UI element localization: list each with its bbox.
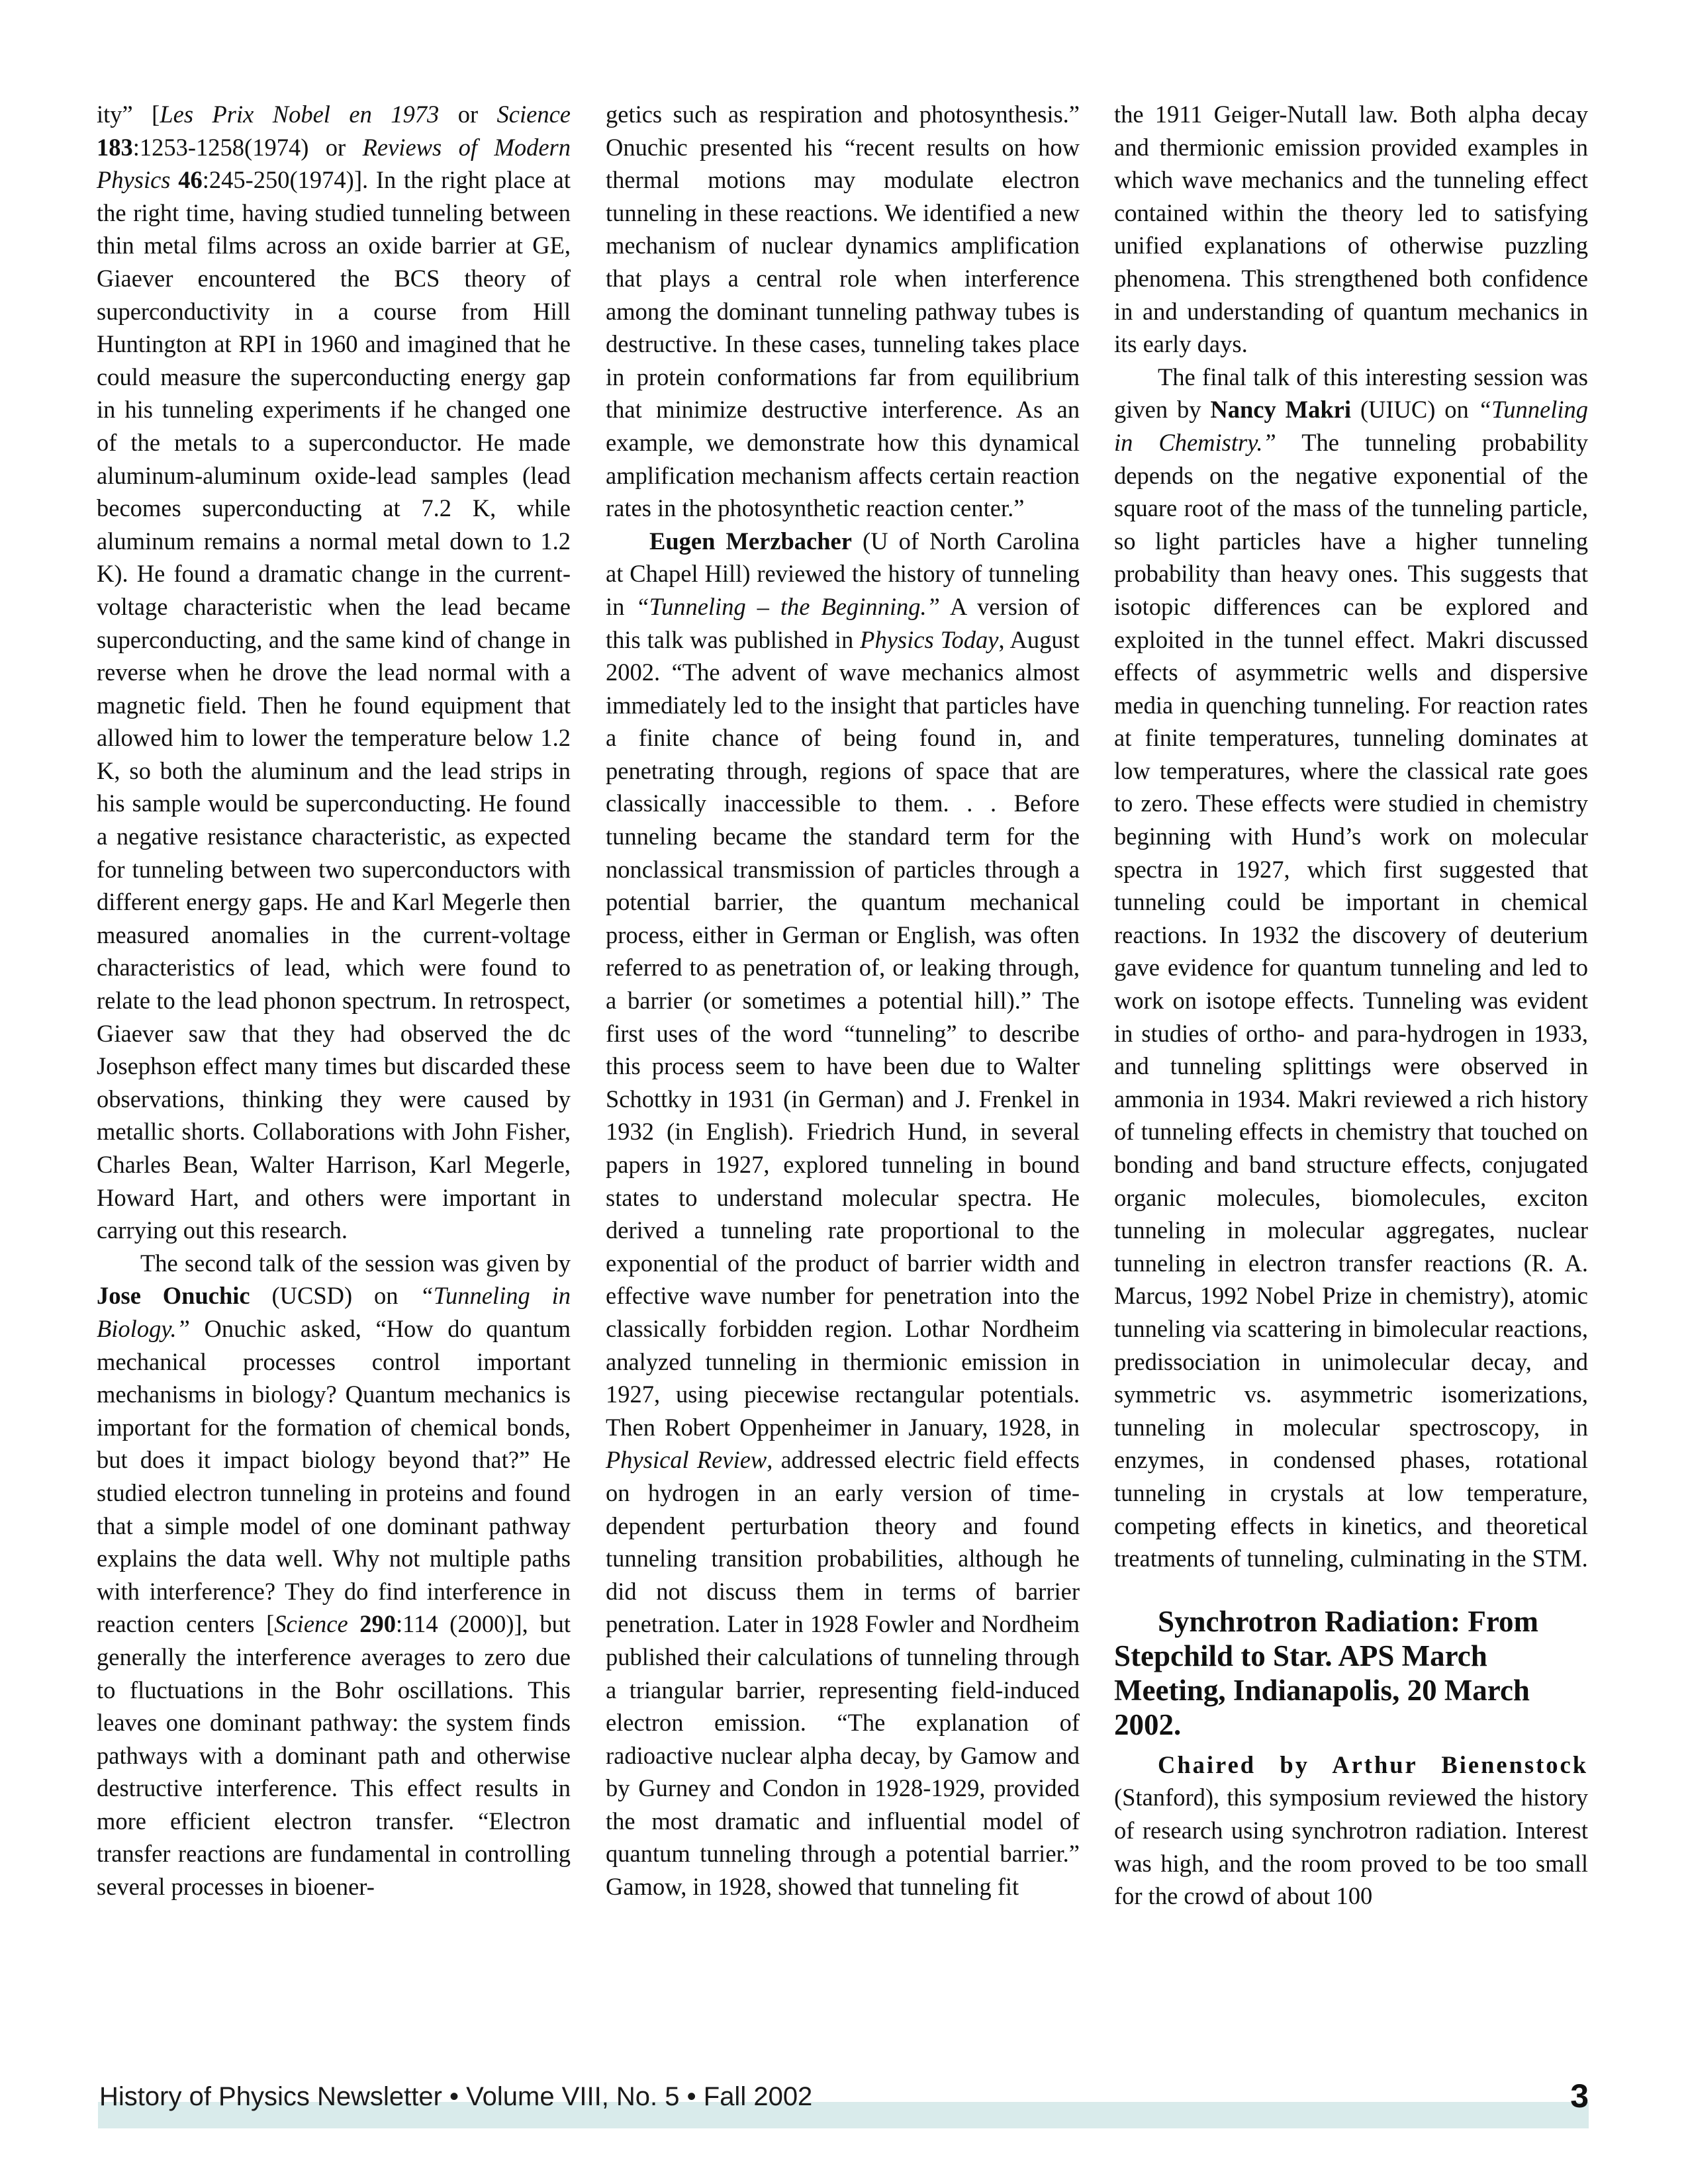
citation-volume: 46 [178,166,203,194]
citation-title: Les Prix Nobel en 1973 [160,101,440,128]
citation-journal: Science [496,101,571,128]
column-3 [1114,98,1588,1913]
text-run: the 1911 Geiger-Nutall law. Both alpha decay and thermionic emission provided examples in which wave mechanics and the tunneling effect contained within the theory led to satisfying unified explanations of otherwise puzzling phenomena. This strengthened both confidence in and understanding of quantum mechanics in its early days. [1114,101,1588,358]
speaker-name: Jose Onuchic [97,1282,250,1310]
citation-journal: Physical Review [606,1446,767,1474]
citation-journal: Science [274,1610,348,1638]
text-run: A version of this talk was published in [606,592,1080,653]
column-1 [97,98,571,1903]
talk-title: “Tunneling in Chemistry.” [1114,396,1588,456]
paragraph-giaever [97,98,571,1247]
text-run: Onuchic asked, “How do quantum mechanical processes control important mechanisms in biology? Quantum mechanics is important for the formation of chemical bonds, but does it impact biology beyond that?” He studied electron tunneling in proteins and found that a simple model of one dominant pathway explains the data well. Why not multiple paths with interference? They do find interference in reaction centers [ [97,1314,571,1638]
text-run: The tunneling probability depends on the negative exponential of the square root of the mass of the tunneling particle, so light particles have a higher tunneling probability than heavy ones. This suggests that isotopic differences can be explored and exploited in the tunnel effect. Makri discussed effects of asymmetric wells and dispersive media in quenching tunneling. For reaction rates at finite temperatures, tunneling dominates at low temperatures, where the classical rate goes to zero. These effects were studied in chemistry beginning with Hund’s work on molecular spectra in 1927, which first suggested that tunneling could be important in chemical reactions. In 1932 the discovery of deuterium gave evidence for quantum tunneling and led to work on isotope effects. Tunneling was evident in studies of ortho- and para-hydrogen in 1933, and tunneling splittings were observed in ammonia in 1934. Makri reviewed a rich history of tunneling effects in chemistry that touched on bonding and band structure effects, conjugated organic molecules, biomolecules, exciton tunneling in molecular aggregates, nuclear tunneling in electron transfer reactions (R. A. Marcus, 1992 Nobel Prize in chemistry), atomic tunneling via scattering in bimolecular reactions, predissociation in unimolecular decay, and symmetric vs. asymmetric isomerizations, tunneling in molecular spectroscopy, in enzymes, in condensed phases, rotational tunneling in crystals at low temperature, competing effects in kinetics, and theoretical treatments of tunneling, culminating in the STM. [1114,428,1588,1572]
text-run: ity” [ [97,101,160,128]
citation-volume: 290 [359,1610,397,1638]
text-run: :114 (2000)], but generally the interference averages to zero due to fluctuations in the Bohr oscillations. This leaves one dominant pathway: the system finds pathways with a dominant path and otherwise destructive interference. This effect results in more efficient electron transfer. “Electron transfer reactions are fundamental in controlling several processes in bioener- [97,1610,571,1901]
talk-title: “Tunneling in Biology.” [97,1282,571,1342]
paragraph-merzbacher [606,525,1080,1903]
text-run: or [439,101,497,128]
text-run: (UCSD) on [250,1282,420,1310]
text-run: The second talk of the session was given by [140,1249,571,1277]
paragraph-onuchic-cont [606,98,1080,525]
column-2 [606,98,1080,1903]
text-run: , addressed electric field effects on hydrogen in an early version of time-dependent perturbation theory and found tunneling transition probabilities, although he did not discuss them in terms of barrier penetration. Later in 1928 Fowler and Nordheim published their calculations of tunneling through a triangular barrier, representing field-induced electron emission. “The explanation of radioactive nuclear alpha decay, by Gamow and by Gurney and Condon in 1928-1929, provided the most dramatic and influential model of quantum tunneling through a potential barrier.” Gamow, in 1928, showed that tunneling fit [606,1446,1080,1901]
text-run: (UIUC) on [1350,396,1478,424]
footer-text: History of Physics Newsletter • Volume VIII, No. 5 • Fall 2002 [99,2082,813,2111]
text-run [171,166,179,193]
text-run: The final talk of this interesting session was given by [1114,363,1588,424]
speaker-name: Eugen Merzbacher [649,527,852,555]
text-run [348,1610,360,1637]
citation-journal: Physics Today [860,625,999,653]
citation-volume: 183 [97,133,133,161]
text-run: , August 2002. “The advent of wave mechanics almost immediately led to the insight that particles have a finite chance of being found in, and penetrating through, regions of space that are classically inaccessible to them. . . Before tunneling became the standard term for the nonclassical transmission of particles through a potential barrier, the quantum mechanical process, either in German or English, was often referred to as penetration of, or leaking through, a barrier (or sometimes a potential hill).” The first uses of the word “tunneling” to describe this process seem to have been due to Walter Schottky in 1931 (in German) and J. Frenkel in 1932 (in English). Friedrich Hund, in several papers in 1927, explored tunneling in bound states to understand molecular spectra. He derived a tunneling rate proportional to the exponential of the product of barrier width and effective wave number for penetration into the classically forbidden region. Lothar Nordheim analyzed tunneling in thermionic emission in 1927, using piecewise rectangular potentials. Then Robert Oppenheimer in January, 1928, in [606,625,1080,1441]
text-run: (U of North Carolina at Chapel Hill) reviewed the history of tunneling in [606,527,1080,620]
paragraph-makri [1114,361,1588,1575]
talk-title: “Tunneling – the Beginning.” [635,592,940,620]
section-title: Synchrotron Radiation: From Stepchild to Star. APS March Meeting, Indianapolis, 20 March 2002. [1114,1604,1539,1741]
paragraph-synchrotron [1114,1749,1588,1913]
text-run: :245-250(1974)]. In the right place at the right time, having studied tunneling between thin metal films across an oxide barrier at GE, Giaever encountered the BCS theory of superconductivity in a course from Hill Huntington at RPI in 1960 and imagined that he could measure the superconducting energy gap in his tunneling experiments if he changed one of the metals to a superconductor. He made aluminum-aluminum oxide-lead samples (lead becomes superconducting at 7.2 K, while aluminum remains a normal metal down to 1.2 K). He found a dramatic change in the current-voltage characteristic when the lead became superconducting, and the same kind of change in reverse when he drove the lead normal with a magnetic field. Then he found equipment that allowed him to lower the temperature below 1.2 K, so both the aluminum and the lead strips in his sample would be superconducting. He found a negative resistance characteristic, as expected for tunneling between two superconductors with different energy gaps. He and Karl Megerle then measured anomalies in the current-voltage characteristics of lead, which were found to relate to the lead phonon spectrum. In retrospect, Giaever saw that they had observed the dc Josephson effect many times but discarded these observations, thinking they were caused by metallic shorts. Collaborations with John Fisher, Charles Bean, Walter Harrison, Karl Megerle, Howard Hart, and others were important in carrying out this research. [97,166,571,1244]
page-number: 3 [1570,2077,1589,2115]
text-run: :1253-1258(1974) or [132,133,363,161]
speaker-name: Nancy Makri [1210,396,1351,424]
text-run: (Stanford), this symposium reviewed the history of research using synchrotron radiation. Interest was high, and the room proved to be too small for the crowd of about 100 [1114,1784,1588,1910]
paragraph-onuchic [97,1247,571,1903]
citation-journal: Reviews of Modern Physics [97,133,571,194]
paragraph-merzbacher-cont [1114,98,1588,361]
chair-line: Chaired by Arthur Bienenstock [1158,1751,1588,1778]
text-run: getics such as respiration and photosynthesis.” Onuchic presented his “recent results on how thermal motions may modulate electron tunneling in these reactions. We identified a new mechanism of nuclear dynamics amplification that plays a central role when interference among the dominant tunneling pathway tubes is destructive. In these cases, tunneling takes place in protein conformations far from equilibrium that minimize destructive interference. As an example, we demonstrate how this dynamical amplification mechanism affects certain reaction rates in the photosynthetic reaction center.” [606,101,1080,522]
